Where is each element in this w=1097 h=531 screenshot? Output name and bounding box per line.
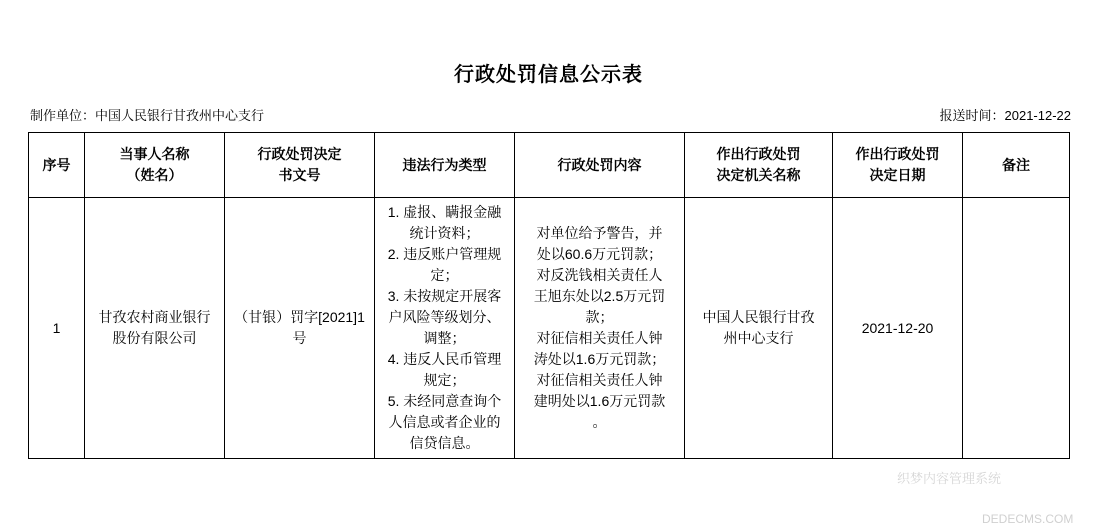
column-header-decision-date-line1: 作出行政处罚 [855, 146, 940, 162]
column-header-doc-no-line1: 行政处罚决定 [257, 146, 342, 162]
cell-index: 1 [29, 198, 85, 459]
column-header-note [963, 133, 1070, 198]
cell-decision-date: 2021-12-20 [833, 198, 963, 459]
column-header-decision-org-line1: 作出行政处罚 [716, 146, 801, 162]
watermark-primary: DEDECMS.COM [982, 512, 1074, 526]
column-header-party-line1: 当事人名称 [119, 146, 190, 162]
cell-note [963, 198, 1070, 459]
cell-decision-org [685, 198, 833, 459]
cell-violation-type [375, 198, 515, 459]
column-header-penalty-content [515, 133, 685, 198]
column-header-index [29, 133, 85, 198]
column-header-doc-no [225, 133, 375, 198]
cell-penalty-content-lines: 对单位给予警告，并 处以60.6万元罚款； 对反洗钱相关责任人 王旭东处以2.5万元罚 款； 对征信相关责任人钟 涛处以1.6万元罚款； 对征信相关责任人钟 建明处以1.6万元罚款 。 [533, 225, 666, 430]
column-header-decision-org-line2: 决定机关名称 [716, 167, 801, 183]
cell-party-name [85, 198, 225, 459]
table-row [29, 198, 1070, 459]
watermark-secondary: 织梦内容管理系统 [896, 471, 1001, 486]
column-header-index-line1: 序号 [42, 156, 71, 173]
column-header-penalty-content-line1: 行政处罚内容 [557, 156, 642, 173]
cell-doc-no-lines: （甘银）罚字[2021]1 号 [234, 309, 365, 346]
table-header-row [29, 133, 1070, 198]
penalty-table [28, 132, 1070, 459]
column-header-note-line1: 备注 [1002, 156, 1030, 173]
cell-doc-no [225, 198, 375, 459]
column-header-decision-date [833, 133, 963, 198]
maker-unit-label: 制作单位：中国人民银行甘孜州中心支行 [30, 108, 265, 123]
cell-violation-type-lines: 1. 虚报、瞒报金融 统计资料； 2. 违反账户管理规 定； 3. 未按规定开展客 户风险等级划分、 调整； 4. 违反人民币管理 规定； 5. 未经同意查询个 人信息或者企业的 信贷信息。 [387, 204, 502, 451]
cell-penalty-content [515, 198, 685, 459]
column-header-violation-type-line1: 违法行为类型 [402, 156, 487, 173]
column-header-decision-date-line2: 决定日期 [869, 167, 926, 183]
document-page [0, 58, 1097, 531]
cell-decision-org-lines: 中国人民银行甘孜 州中心支行 [702, 309, 815, 346]
report-time-label: 报送时间：2021-12-22 [939, 108, 1071, 123]
column-header-party [85, 133, 225, 198]
document-meta [30, 105, 1071, 124]
page-title: 行政处罚信息公示表 [454, 64, 643, 86]
column-header-party-line2: （姓名） [126, 167, 183, 183]
column-header-violation-type [375, 133, 515, 198]
column-header-doc-no-line2: 书文号 [278, 167, 321, 183]
column-header-decision-org [685, 133, 833, 198]
cell-party-name-lines: 甘孜农村商业银行 股份有限公司 [98, 309, 211, 346]
